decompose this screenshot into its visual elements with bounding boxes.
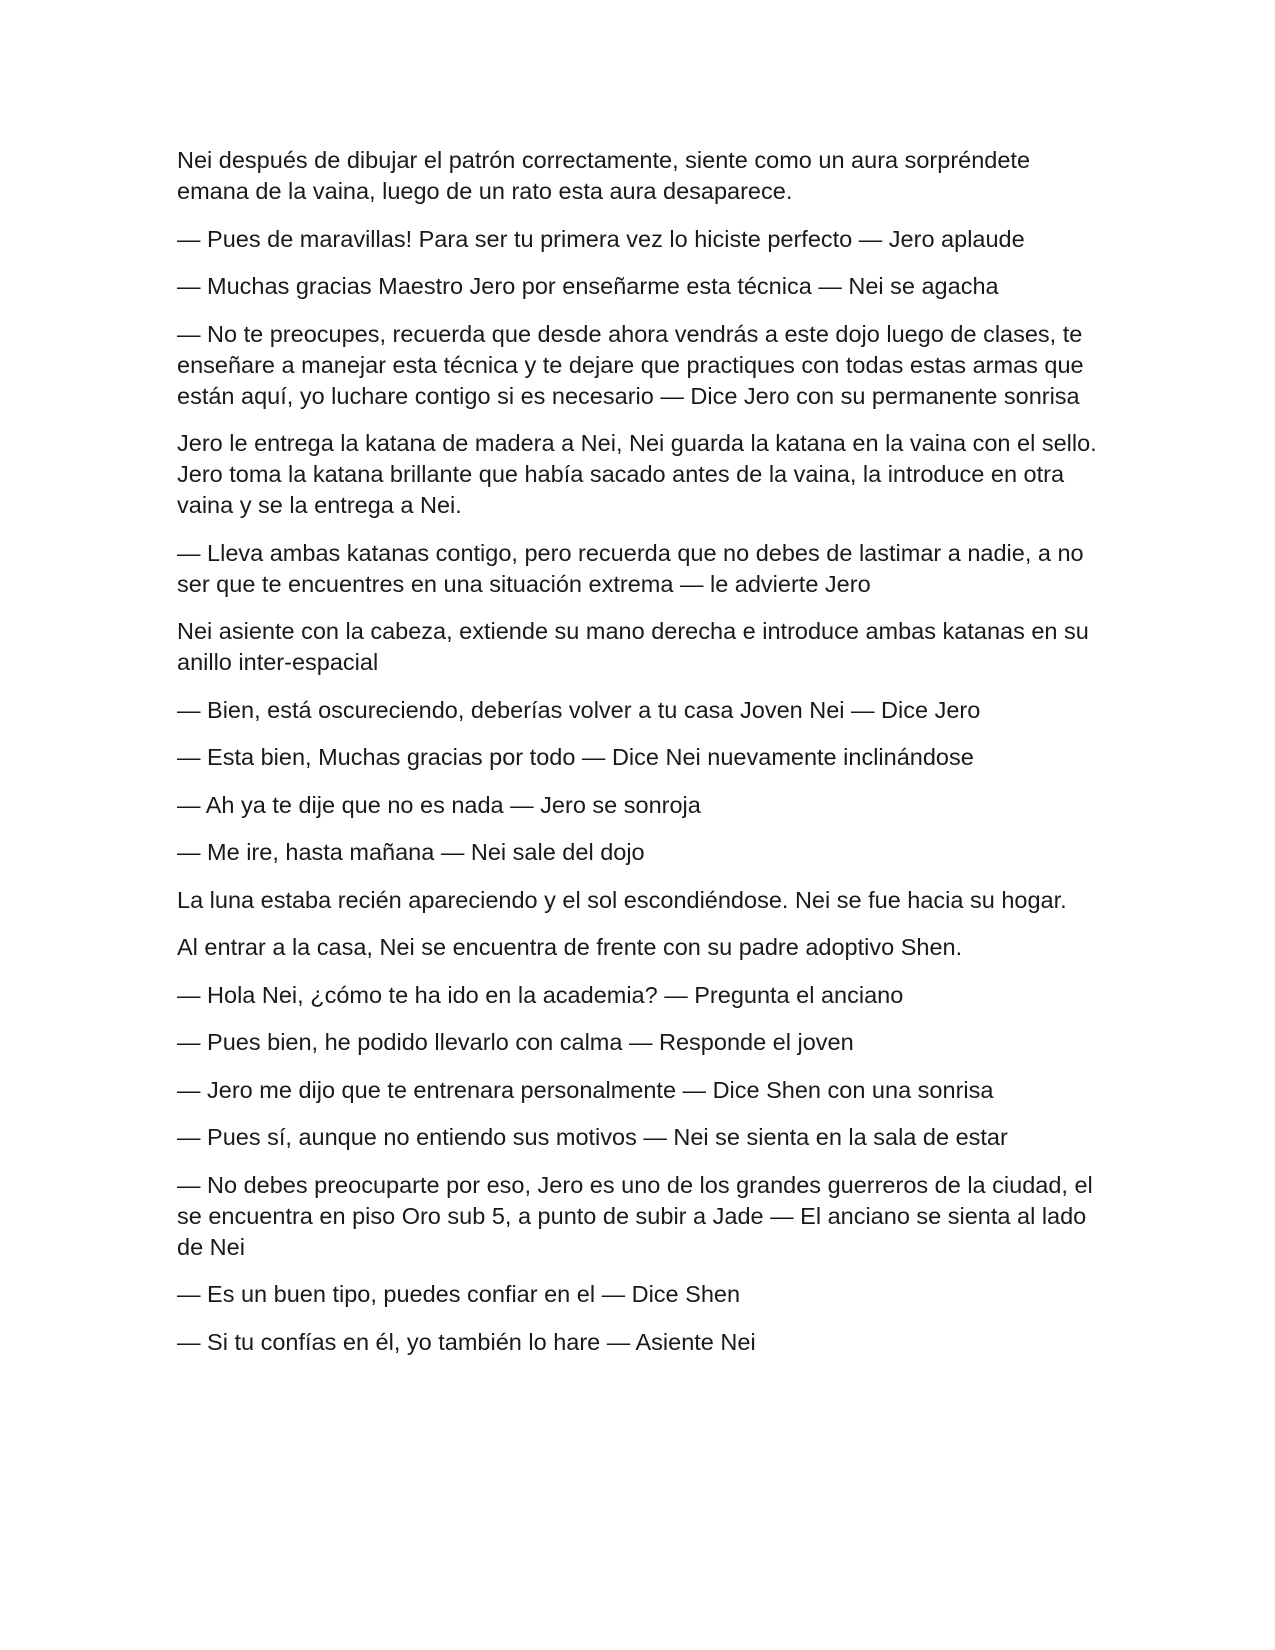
paragraph: La luna estaba recién apareciendo y el sol escondiéndose. Nei se fue hacia su hogar. xyxy=(177,886,1067,913)
paragraph: — Pues sí, aunque no entiendo sus motivos — Nei se sienta en la sala de estar xyxy=(177,1124,1008,1150)
paragraph: — No te preocupes, recuerda que desde ahora vendrás a este dojo luego de clases, te enseñare a manejar esta técnica y te dejare que practiques con todas estas armas que están aquí, yo luchare contigo si es necesario — Dice Jero con su permanente sonrisa xyxy=(177,320,1084,409)
paragraph: — No debes preocuparte por eso, Jero es uno de los grandes guerreros de la ciudad, el se encuentra en piso Oro sub 5, a punto de subir a Jade — El anciano se sienta al lado de Nei xyxy=(177,1171,1093,1260)
paragraph: — Lleva ambas katanas contigo, pero recuerda que no debes de lastimar a nadie, a no ser que te encuentres en una situación extrema — le advierte Jero xyxy=(177,539,1084,597)
paragraph: — Hola Nei, ¿cómo te ha ido en la academia? — Pregunta el anciano xyxy=(177,981,904,1008)
paragraph: — Jero me dijo que te entrenara personalmente — Dice Shen con una sonrisa xyxy=(177,1076,994,1103)
document-body xyxy=(177,145,1107,1374)
paragraph: — Si tu confías en él, yo también lo hare — Asiente Nei xyxy=(177,1328,756,1355)
paragraph: — Esta bien, Muchas gracias por todo — Dice Nei nuevamente inclinándose xyxy=(177,744,974,770)
paragraph: — Pues de maravillas! Para ser tu primera vez lo hiciste perfecto — Jero aplaude xyxy=(177,225,1025,252)
paragraph: — Me ire, hasta mañana — Nei sale del dojo xyxy=(177,839,645,865)
paragraph: — Es un buen tipo, puedes confiar en el — Dice Shen xyxy=(177,1281,741,1307)
paragraph: Nei asiente con la cabeza, extiende su mano derecha e introduce ambas katanas en su anillo inter-espacial xyxy=(177,618,1089,675)
paragraph: — Muchas gracias Maestro Jero por enseñarme esta técnica — Nei se agacha xyxy=(177,273,999,299)
paragraph: — Pues bien, he podido llevarlo con calma — Responde el joven xyxy=(177,1029,854,1055)
paragraph: Al entrar a la casa, Nei se encuentra de frente con su padre adoptivo Shen. xyxy=(177,934,963,960)
paragraph: — Bien, está oscureciendo, deberías volver a tu casa Joven Nei — Dice Jero xyxy=(177,696,981,723)
paragraph: — Ah ya te dije que no es nada — Jero se sonroja xyxy=(177,791,701,818)
paragraph: Nei después de dibujar el patrón correctamente, siente como un aura sorpréndete emana de la vaina, luego de un rato esta aura desaparece. xyxy=(177,147,1031,204)
paragraph: Jero le entrega la katana de madera a Nei, Nei guarda la katana en la vaina con el sello. Jero toma la katana brillante que había sacado antes de la vaina, la introduce en otra vaina y se la entrega a Nei. xyxy=(177,430,1097,518)
